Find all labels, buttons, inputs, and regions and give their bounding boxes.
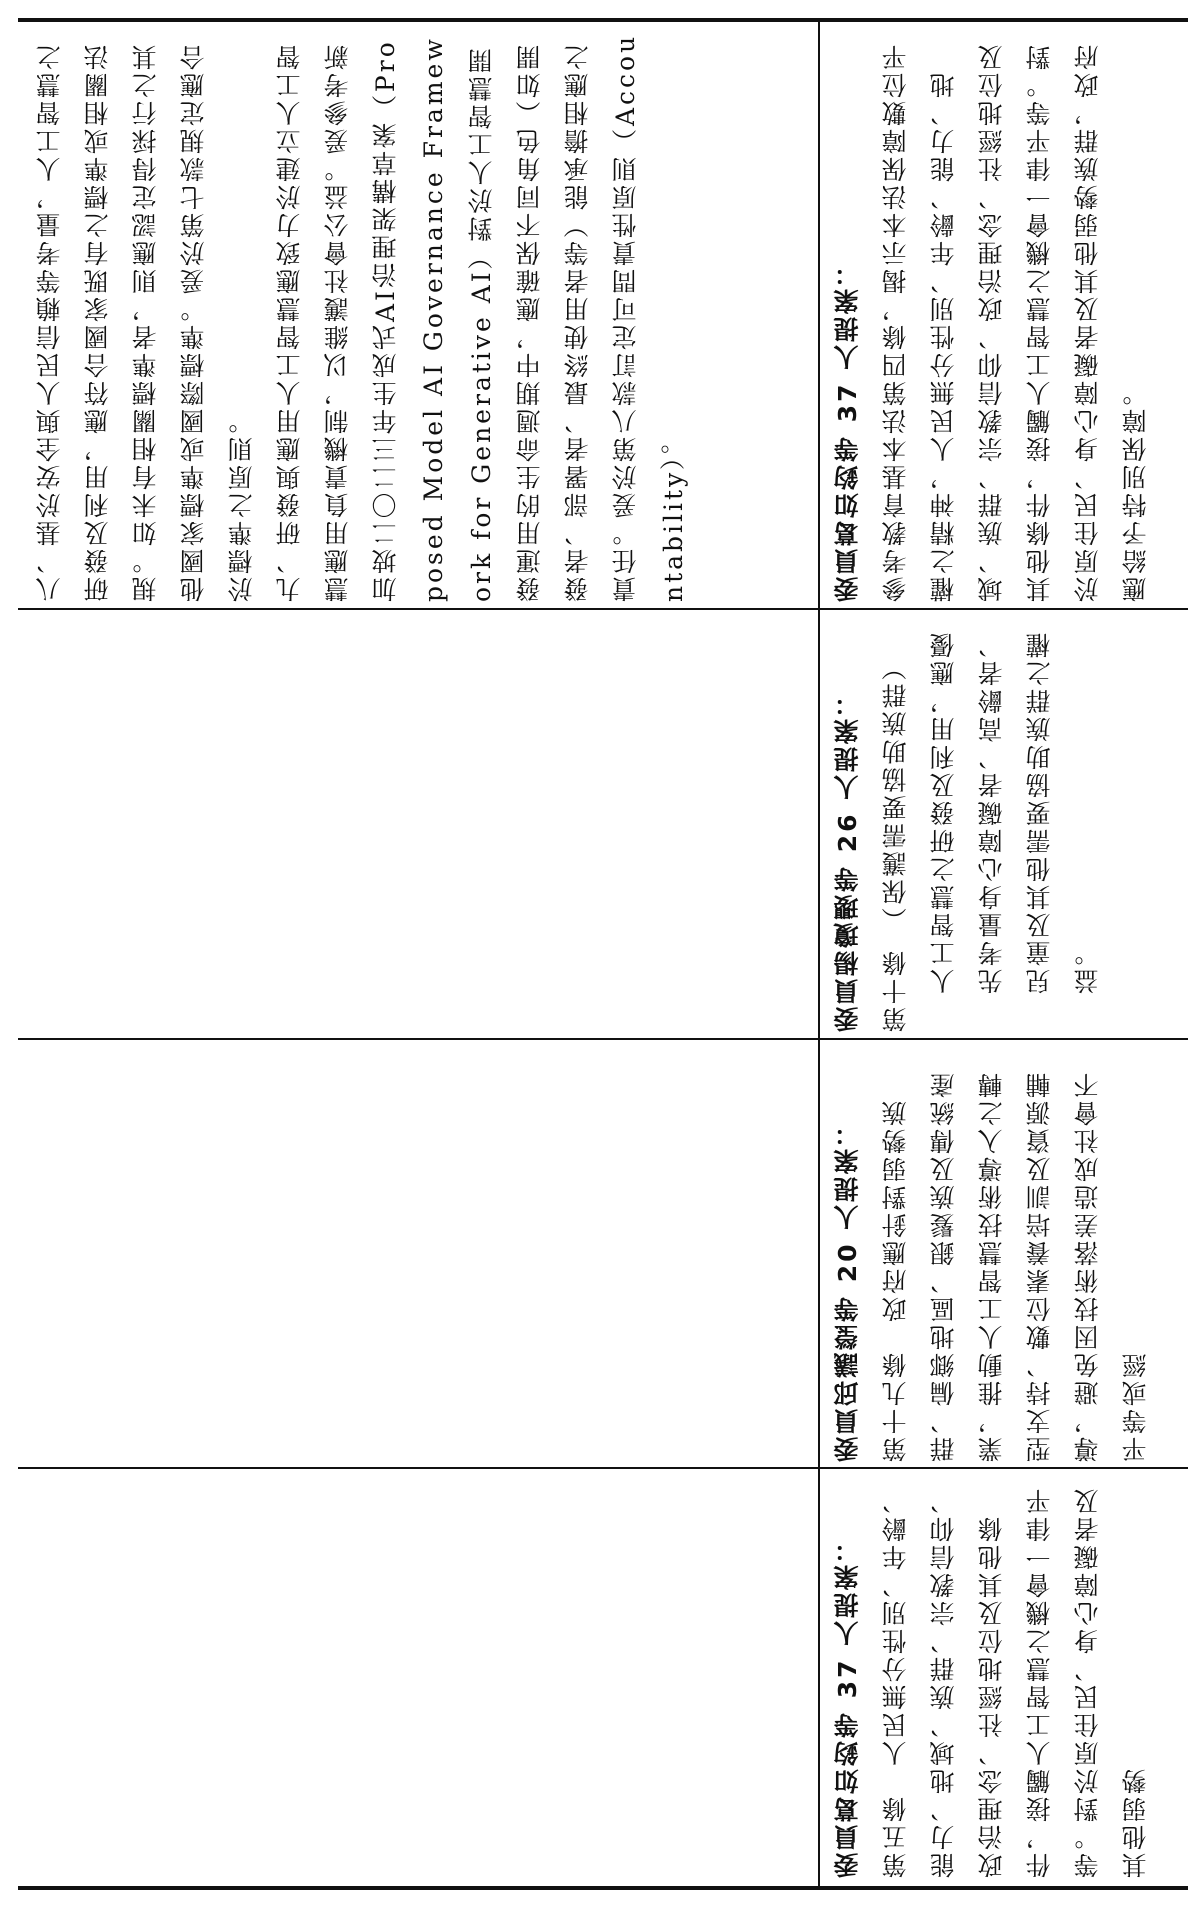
empty-cell — [26, 1044, 812, 1462]
proposal-cell-chiu — [824, 1044, 1182, 1462]
empty-cell — [26, 1473, 812, 1878]
proposal-text: 第十九條 政府應針對弱勢族群、偏鄉地區、銀髮族及傳統產業，推動人工智慧技術導入之轉型支持、數位素養培訓及資源輔導，避免因技術落差造成社會不平等或經 — [881, 1070, 1150, 1462]
explanation-cell — [26, 28, 812, 602]
empty-cell — [26, 614, 812, 1032]
proposal-title: 委員葛如鈞等 37 人提案： — [833, 257, 862, 602]
table-bottom-border — [18, 1886, 1188, 1890]
column-divider — [818, 22, 820, 1886]
proposal-title: 委員楊瓊瓔等 26 人提案： — [833, 687, 862, 1032]
proposal-text: 人工智慧之研發及利用，應優先考量身心障礙者、高齡者、兒童及其他需要協助族群之權益。 — [929, 630, 1102, 995]
explanation-item-9: 九、研發與應用人工智慧應致力於建立人工智慧應用負責機制，以維護社會公益。爰參考新加坡二〇二三年生成式AI治理架構草案（Proposed Model AI Governance Framework for Generative AI）對於人工智慧開發運用的生命週期中，應確保不同角色（如開發者、部署者、最終使用者等）能承擔相應之責任。爰於第八款訂定可問責性原則（Accountability）。 — [275, 33, 688, 602]
row-divider — [18, 1038, 1188, 1040]
document-page — [18, 18, 1188, 1890]
explanation-item-8: 八、基於安全與人民信賴等考量，人工智慧之研發及利用，應符合國家既有之標準或相關法規。如未有相關標準者，則應認定得採行之其他國家標準或國際標準。爰於第七款規定應合於標準之原則。 — [35, 42, 256, 602]
proposal-text: 第十條 （保護需要協助族群） — [881, 652, 910, 1032]
proposal-text: 參考教育基本法第四條，揭示本法保障數位平權之精神，人民無分性別、年齡、能力、地域、族群、宗教信仰、政治理念、社經地位及其他條件，接觸人工智慧之機會一律平等。對於原住民、身心障礙者及其他弱勢族群，政府應給予特別保障。 — [881, 42, 1150, 602]
proposal-cell-ge-2 — [824, 28, 1182, 602]
proposal-cell-ge-1 — [824, 1473, 1182, 1878]
proposal-title: 委員葛如鈞等 37 人提案： — [833, 1533, 862, 1878]
proposal-title: 委員邱議瑩等 20 人提案： — [833, 1117, 862, 1462]
table-top-border — [18, 18, 1188, 22]
row-divider — [18, 608, 1188, 610]
proposal-cell-yang — [824, 614, 1182, 1032]
proposal-text: 第五條 人民無分性別、年齡、能力、地域、族群、宗教信仰、政治理念、社經地位及其他條件，接觸人工智慧之機會一律平等。對於原住民、身心障礙者及其他弱勢 — [881, 1486, 1150, 1878]
row-divider — [18, 1467, 1188, 1469]
